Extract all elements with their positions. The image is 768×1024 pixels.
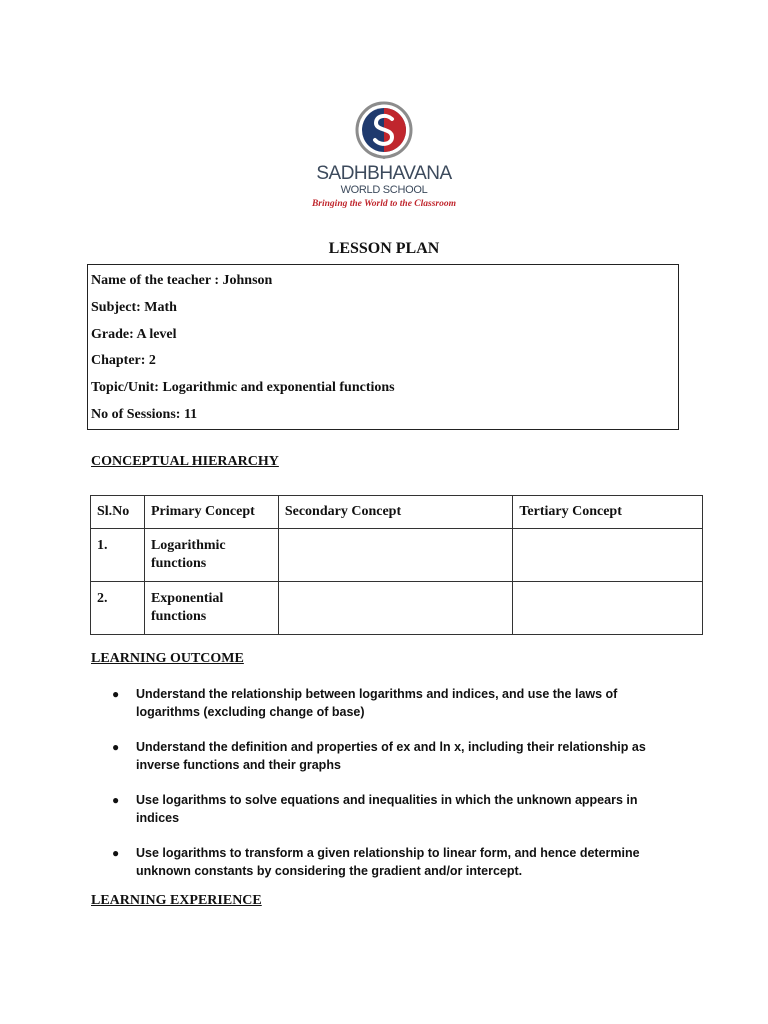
table-cell: Exponential functions	[144, 582, 278, 635]
school-tagline: Bringing the World to the Classroom	[311, 199, 457, 209]
school-subtitle: WORLD SCHOOL	[340, 184, 428, 196]
column-header: Primary Concept	[144, 496, 278, 529]
table-cell: Logarithmic functions	[144, 529, 278, 582]
school-logo	[300, 100, 468, 211]
bullet-icon: ●	[112, 687, 120, 701]
bullet-icon: ●	[112, 740, 120, 754]
column-header: Tertiary Concept	[513, 496, 703, 529]
list-item	[108, 685, 668, 721]
list-item	[108, 844, 668, 880]
bullet-icon: ●	[112, 846, 120, 860]
outcome-text: Understand the definition and properties of ex and ln x, including their relationship as inverse functions and their graphs	[136, 740, 646, 772]
table-header-row	[91, 496, 703, 529]
outcome-text: Understand the relationship between logarithms and indices, and use the laws of logarithms (excluding change of base)	[136, 687, 618, 719]
outcome-text: Use logarithms to transform a given relationship to linear form, and hence determine unknown constants by considering the gradient and/or intercept.	[136, 846, 640, 878]
table-row	[91, 582, 703, 635]
learning-experience-heading: LEARNING EXPERIENCE	[91, 893, 262, 908]
learning-outcome-heading: LEARNING OUTCOME	[91, 651, 244, 666]
no-of-sessions: No of Sessions: 11	[91, 406, 198, 422]
conceptual-hierarchy-table	[90, 495, 703, 635]
column-header: Secondary Concept	[278, 496, 513, 529]
column-header: Sl.No	[91, 496, 145, 529]
table-cell	[513, 529, 703, 582]
subject: Subject: Math	[91, 299, 177, 315]
list-item	[108, 791, 668, 827]
school-name: SADHBHAVANA	[316, 163, 452, 184]
learning-outcome-list	[108, 685, 668, 897]
table-row	[91, 529, 703, 582]
table-cell: 1.	[91, 529, 145, 582]
topic-unit: Topic/Unit: Logarithmic and exponential functions	[91, 380, 395, 396]
list-item	[108, 738, 668, 774]
table-cell	[278, 529, 513, 582]
outcome-text: Use logarithms to solve equations and inequalities in which the unknown appears in indices	[136, 793, 638, 825]
table-cell: 2.	[91, 582, 145, 635]
grade: Grade: A level	[91, 326, 177, 342]
school-emblem-icon	[354, 100, 414, 162]
teacher-name: Name of the teacher : Johnson	[91, 273, 273, 288]
chapter: Chapter: 2	[91, 353, 156, 369]
table-cell	[278, 582, 513, 635]
lesson-info-box	[87, 264, 679, 430]
bullet-icon: ●	[112, 793, 120, 807]
conceptual-hierarchy-heading: CONCEPTUAL HIERARCHY	[91, 454, 279, 469]
page-title: LESSON PLAN	[328, 240, 440, 257]
table-cell	[513, 582, 703, 635]
